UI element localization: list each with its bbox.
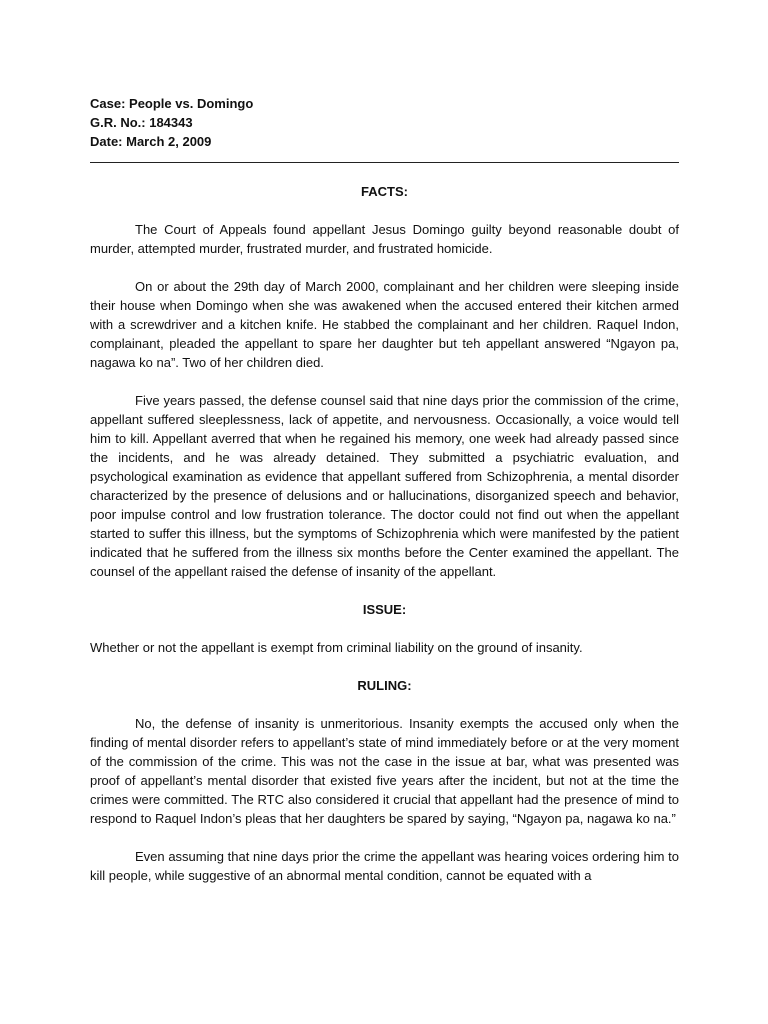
facts-paragraph-2: On or about the 29th day of March 2000, complainant and her children were sleeping inside their house when Domingo when she was awakened when the accused entered their kitchen armed with a screwdriver and a kitchen knife. He stabbed the complainant and her children. Raquel Indon, complainant, pleaded the appellant to spare her daughter but teh appellant answered “Ngayon pa, nagawa ko na”. Two of her children died.	[90, 279, 679, 370]
facts-paragraph-3: Five years passed, the defense counsel said that nine days prior the commission of the crime, appellant suffered sleeplessness, lack of appetite, and nervousness. Occasionally, a voice would tell him to kill. Appellant averred that when he regained his memory, one week had already passed since the incidents, and he was already detained. They submitted a psychiatric evaluation, and psychological examination as evidence that appellant suffered from Schizophrenia, a mental disorder characterized by the presence of delusions and or hallucinations, disorganized speech and behavior, poor impulse control and low frustration tolerance. The doctor could not find out when the appellant started to suffer this illness, but the symptoms of Schizophrenia which were manifested by the patient indicated that he suffered from the illness six months before the Center examined the appellant. The counsel of the appellant raised the defense of insanity of the appellant.	[90, 393, 679, 579]
facts-heading: FACTS:	[361, 184, 408, 199]
case-title: Case: People vs. Domingo	[90, 96, 254, 111]
issue-heading: ISSUE:	[362, 602, 407, 617]
facts-paragraph-1: The Court of Appeals found appellant Jesus Domingo guilty beyond reasonable doubt of murder, attempted murder, frustrated murder, and frustrated homicide.	[90, 222, 679, 256]
ruling-paragraph-1: No, the defense of insanity is unmeritorious. Insanity exempts the accused only when the finding of mental disorder refers to appellant’s state of mind immediately before or at the very moment of the commission of the crime. This was not the case in the issue at bar, what was presented was proof of appellant’s mental disorder that existed five years after the incident, but not at the time the crimes were committed. The RTC also considered it crucial that appellant had the presence of mind to respond to Raquel Indon’s pleas that her daughters be spared by saying, “Ngayon pa, nagawa ko na.”	[90, 716, 679, 826]
case-date: Date: March 2, 2009	[90, 134, 212, 149]
ruling-heading: RULING:	[357, 678, 412, 693]
gr-number: G.R. No.: 184343	[90, 115, 193, 130]
document-page	[90, 94, 679, 885]
issue-paragraph: Whether or not the appellant is exempt from criminal liability on the ground of insanity.	[90, 640, 583, 655]
ruling-paragraph-2: Even assuming that nine days prior the crime the appellant was hearing voices ordering him to kill people, while suggestive of an abnormal mental condition, cannot be equated with a	[90, 849, 679, 883]
